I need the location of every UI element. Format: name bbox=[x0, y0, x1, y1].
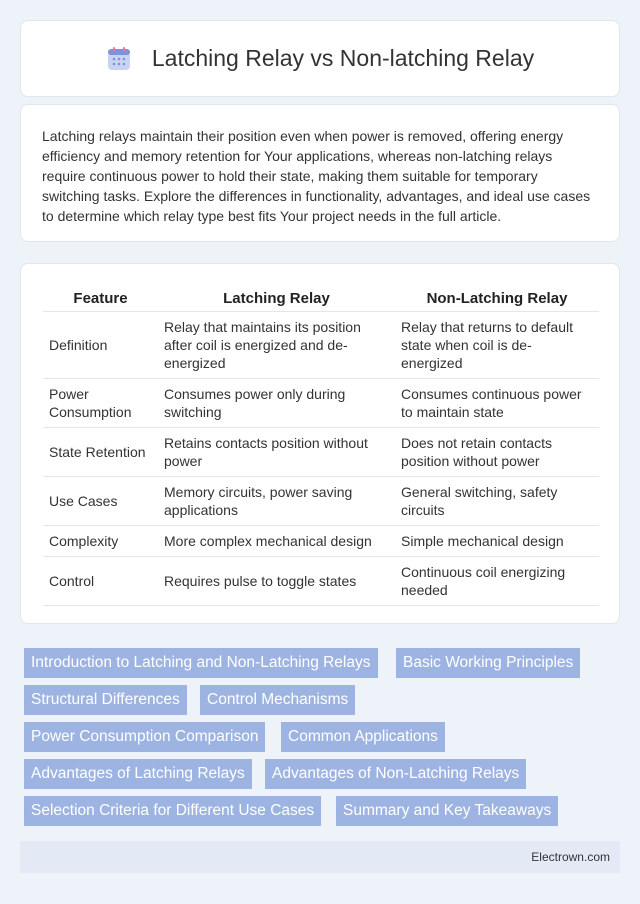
topic-link[interactable]: Control Mechanisms bbox=[200, 685, 355, 715]
header-feature: Feature bbox=[43, 284, 158, 311]
table-cell: Retains contacts position without power bbox=[158, 427, 395, 476]
comparison-card bbox=[20, 263, 620, 624]
table-header-row bbox=[43, 284, 599, 311]
page-title: Latching Relay vs Non-latching Relay bbox=[151, 45, 535, 71]
topic-link[interactable]: Structural Differences bbox=[24, 685, 187, 715]
table-cell: Use Cases bbox=[43, 476, 158, 525]
table-cell: Consumes continuous power to maintain state bbox=[395, 378, 599, 427]
table-cell: Memory circuits, power saving applications bbox=[158, 476, 395, 525]
table-row bbox=[43, 525, 599, 556]
topic-link[interactable]: Common Applications bbox=[281, 722, 445, 752]
table-cell: Consumes power only during switching bbox=[158, 378, 395, 427]
table-cell: Complexity bbox=[43, 525, 158, 556]
table-cell: State Retention bbox=[43, 427, 158, 476]
table-row bbox=[43, 556, 599, 605]
table-cell: General switching, safety circuits bbox=[395, 476, 599, 525]
table-cell: Definition bbox=[43, 311, 158, 378]
intro-paragraph: Latching relays maintain their position even when power is removed, offering energy efficiency and memory retention for Your applications, whereas non-latching relays require continuous power to hold their state, making them suitable for temporary switching tasks. Explore the differences in functionality, advantages, and ideal use cases to determine which relay type best fits Your project needs in the full article. bbox=[42, 128, 591, 224]
header-card bbox=[20, 20, 620, 97]
table-row bbox=[43, 476, 599, 525]
intro-card bbox=[20, 104, 620, 242]
footer-brand[interactable]: Electrown.com bbox=[531, 850, 610, 864]
topic-link[interactable]: Power Consumption Comparison bbox=[24, 722, 265, 752]
table-cell: Relay that returns to default state when coil is de-energized bbox=[395, 311, 599, 378]
table-cell: Simple mechanical design bbox=[395, 525, 599, 556]
comparison-table bbox=[43, 284, 599, 606]
topic-link[interactable]: Advantages of Latching Relays bbox=[24, 759, 252, 789]
table-cell: Relay that maintains its position after coil is energized and de-energized bbox=[158, 311, 395, 378]
topic-link[interactable]: Selection Criteria for Different Use Cases bbox=[24, 796, 321, 826]
topic-link[interactable]: Summary and Key Takeaways bbox=[336, 796, 558, 826]
calendar-icon bbox=[106, 46, 132, 72]
topic-link[interactable]: Introduction to Latching and Non-Latching Relays bbox=[24, 648, 378, 678]
topic-link[interactable]: Basic Working Principles bbox=[396, 648, 580, 678]
table-cell: More complex mechanical design bbox=[158, 525, 395, 556]
table-cell: Does not retain contacts position without power bbox=[395, 427, 599, 476]
table-cell: Control bbox=[43, 556, 158, 605]
table-row bbox=[43, 378, 599, 427]
table-cell: Continuous coil energizing needed bbox=[395, 556, 599, 605]
table-cell: Requires pulse to toggle states bbox=[158, 556, 395, 605]
table-row bbox=[43, 427, 599, 476]
table-cell: Power Consumption bbox=[43, 378, 158, 427]
header-non-latching: Non-Latching Relay bbox=[395, 284, 599, 311]
header-latching: Latching Relay bbox=[158, 284, 395, 311]
footer bbox=[20, 841, 620, 873]
topic-link[interactable]: Advantages of Non-Latching Relays bbox=[265, 759, 526, 789]
table-row bbox=[43, 311, 599, 378]
